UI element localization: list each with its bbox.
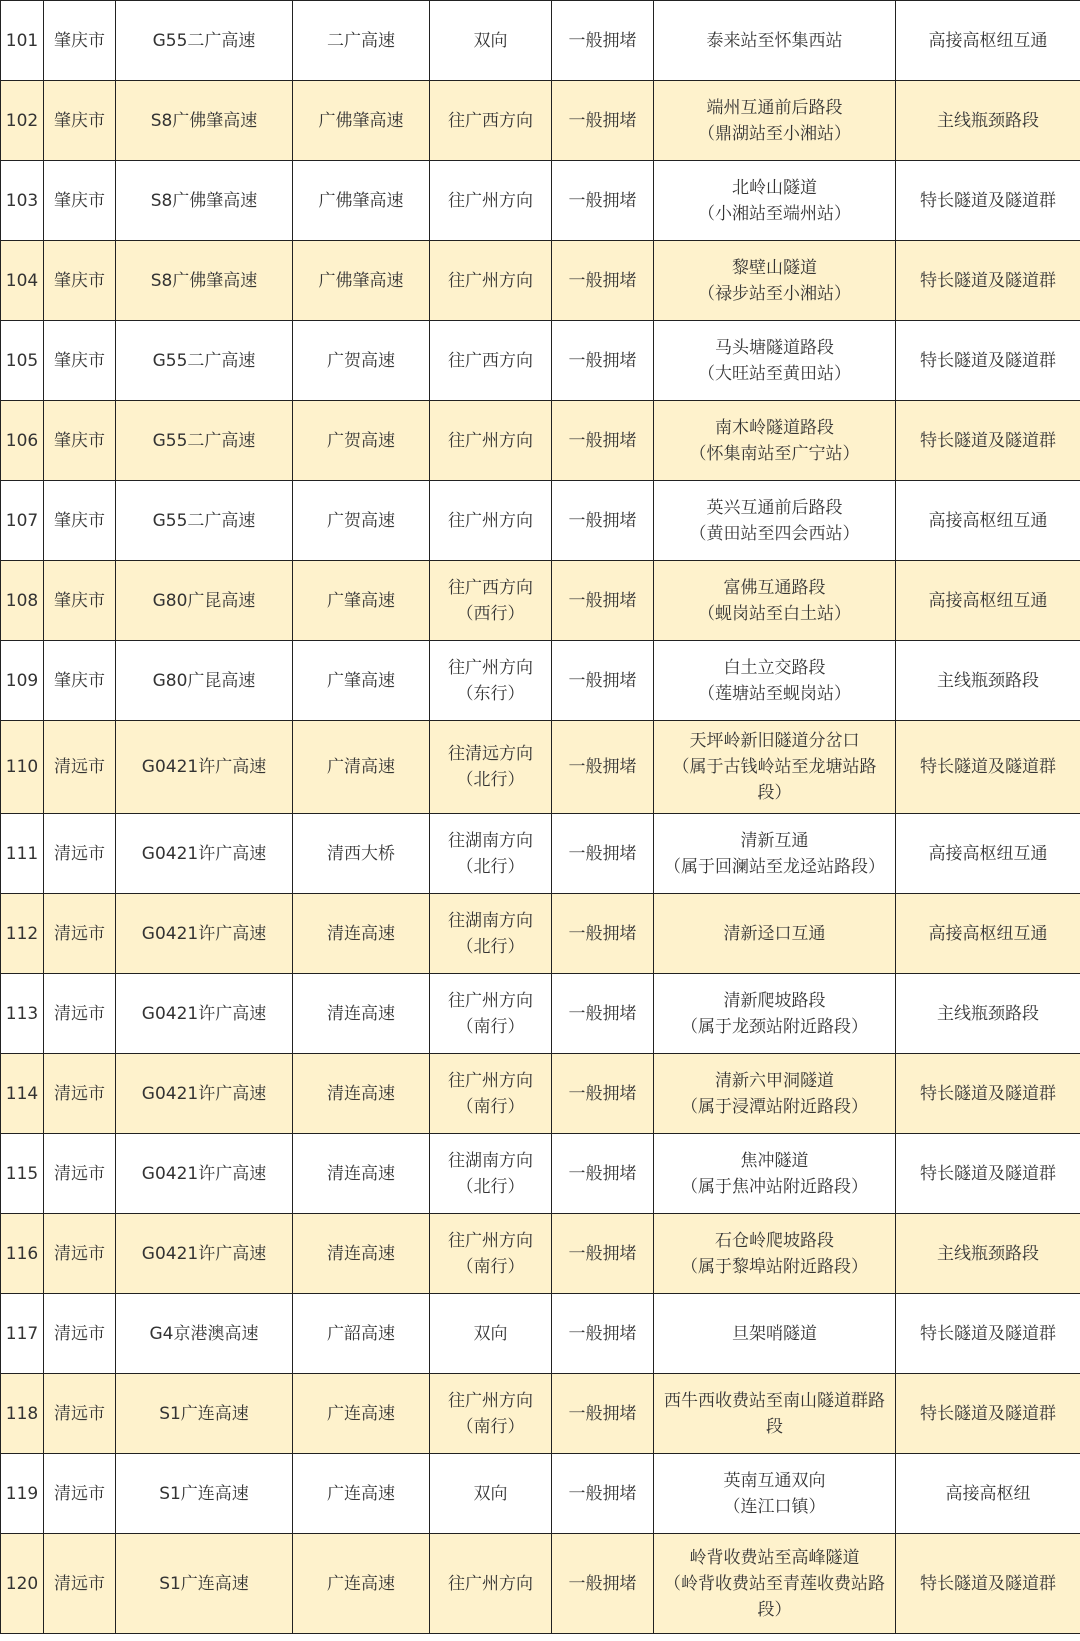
congestion-level-cell: 一般拥堵 bbox=[552, 241, 654, 321]
table-row bbox=[1, 481, 1080, 561]
section-cell: 广肇高速 bbox=[293, 561, 430, 641]
table-row bbox=[1, 1134, 1080, 1214]
table-row bbox=[1, 814, 1080, 894]
location-cell: 英南互通双向 （连江口镇） bbox=[654, 1454, 896, 1534]
direction-cell: 往广西方向 bbox=[430, 81, 552, 161]
route-cell: G55二广高速 bbox=[116, 401, 293, 481]
location-cell: 北岭山隧道 （小湘站至端州站） bbox=[654, 161, 896, 241]
row-number-cell: 102 bbox=[1, 81, 44, 161]
city-cell: 肇庆市 bbox=[44, 481, 116, 561]
section-cell: 清西大桥 bbox=[293, 814, 430, 894]
location-cell: 英兴互通前后路段 （黄田站至四会西站） bbox=[654, 481, 896, 561]
segment-type-cell: 特长隧道及隧道群 bbox=[896, 1374, 1080, 1454]
section-cell: 广佛肇高速 bbox=[293, 81, 430, 161]
congestion-level-cell: 一般拥堵 bbox=[552, 561, 654, 641]
section-cell: 广连高速 bbox=[293, 1454, 430, 1534]
row-number-cell: 110 bbox=[1, 721, 44, 814]
route-cell: G80广昆高速 bbox=[116, 641, 293, 721]
congestion-level-cell: 一般拥堵 bbox=[552, 641, 654, 721]
section-cell: 广韶高速 bbox=[293, 1294, 430, 1374]
table-row bbox=[1, 401, 1080, 481]
segment-type-cell: 特长隧道及隧道群 bbox=[896, 241, 1080, 321]
section-cell: 清连高速 bbox=[293, 974, 430, 1054]
route-cell: G4京港澳高速 bbox=[116, 1294, 293, 1374]
segment-type-cell: 高接高枢纽互通 bbox=[896, 481, 1080, 561]
route-cell: G80广昆高速 bbox=[116, 561, 293, 641]
location-cell: 清新爬坡路段 （属于龙颈站附近路段） bbox=[654, 974, 896, 1054]
location-cell: 黎壁山隧道 （禄步站至小湘站） bbox=[654, 241, 896, 321]
row-number-cell: 107 bbox=[1, 481, 44, 561]
direction-cell: 双向 bbox=[430, 1, 552, 81]
city-cell: 肇庆市 bbox=[44, 401, 116, 481]
route-cell: G55二广高速 bbox=[116, 321, 293, 401]
section-cell: 清连高速 bbox=[293, 894, 430, 974]
segment-type-cell: 高接高枢纽 bbox=[896, 1454, 1080, 1534]
section-cell: 广贺高速 bbox=[293, 401, 430, 481]
city-cell: 清远市 bbox=[44, 721, 116, 814]
congestion-level-cell: 一般拥堵 bbox=[552, 1294, 654, 1374]
city-cell: 肇庆市 bbox=[44, 641, 116, 721]
row-number-cell: 101 bbox=[1, 1, 44, 81]
row-number-cell: 114 bbox=[1, 1054, 44, 1134]
section-cell: 广连高速 bbox=[293, 1374, 430, 1454]
section-cell: 广清高速 bbox=[293, 721, 430, 814]
location-cell: 白土立交路段 （莲塘站至蚬岗站） bbox=[654, 641, 896, 721]
congestion-level-cell: 一般拥堵 bbox=[552, 161, 654, 241]
segment-type-cell: 特长隧道及隧道群 bbox=[896, 321, 1080, 401]
table-row bbox=[1, 1454, 1080, 1534]
city-cell: 清远市 bbox=[44, 1294, 116, 1374]
row-number-cell: 105 bbox=[1, 321, 44, 401]
city-cell: 清远市 bbox=[44, 1134, 116, 1214]
congestion-level-cell: 一般拥堵 bbox=[552, 974, 654, 1054]
segment-type-cell: 高接高枢纽互通 bbox=[896, 814, 1080, 894]
route-cell: S1广连高速 bbox=[116, 1534, 293, 1634]
direction-cell: 往广州方向 bbox=[430, 161, 552, 241]
section-cell: 广连高速 bbox=[293, 1534, 430, 1634]
congestion-level-cell: 一般拥堵 bbox=[552, 81, 654, 161]
table-row bbox=[1, 241, 1080, 321]
location-cell: 清新互通 （属于回澜站至龙迳站路段） bbox=[654, 814, 896, 894]
location-cell: 西牛西收费站至南山隧道群路 段 bbox=[654, 1374, 896, 1454]
segment-type-cell: 高接高枢纽互通 bbox=[896, 561, 1080, 641]
row-number-cell: 103 bbox=[1, 161, 44, 241]
segment-type-cell: 特长隧道及隧道群 bbox=[896, 161, 1080, 241]
direction-cell: 往广州方向 bbox=[430, 241, 552, 321]
city-cell: 清远市 bbox=[44, 1454, 116, 1534]
direction-cell: 往湖南方向 （北行） bbox=[430, 1134, 552, 1214]
route-cell: S1广连高速 bbox=[116, 1374, 293, 1454]
location-cell: 旦架哨隧道 bbox=[654, 1294, 896, 1374]
location-cell: 清新六甲洞隧道 （属于浸潭站附近路段） bbox=[654, 1054, 896, 1134]
table-row bbox=[1, 894, 1080, 974]
congestion-level-cell: 一般拥堵 bbox=[552, 401, 654, 481]
row-number-cell: 106 bbox=[1, 401, 44, 481]
city-cell: 清远市 bbox=[44, 814, 116, 894]
row-number-cell: 108 bbox=[1, 561, 44, 641]
congestion-level-cell: 一般拥堵 bbox=[552, 894, 654, 974]
direction-cell: 往广州方向 （南行） bbox=[430, 974, 552, 1054]
city-cell: 清远市 bbox=[44, 894, 116, 974]
city-cell: 清远市 bbox=[44, 1054, 116, 1134]
congestion-level-cell: 一般拥堵 bbox=[552, 1534, 654, 1634]
direction-cell: 往广州方向 bbox=[430, 1534, 552, 1634]
segment-type-cell: 特长隧道及隧道群 bbox=[896, 721, 1080, 814]
section-cell: 清连高速 bbox=[293, 1134, 430, 1214]
segment-type-cell: 高接高枢纽互通 bbox=[896, 894, 1080, 974]
congestion-level-cell: 一般拥堵 bbox=[552, 814, 654, 894]
section-cell: 清连高速 bbox=[293, 1054, 430, 1134]
direction-cell: 往广州方向 （南行） bbox=[430, 1054, 552, 1134]
route-cell: G0421许广高速 bbox=[116, 1134, 293, 1214]
table-body bbox=[1, 1, 1080, 1634]
row-number-cell: 116 bbox=[1, 1214, 44, 1294]
city-cell: 清远市 bbox=[44, 974, 116, 1054]
route-cell: G55二广高速 bbox=[116, 481, 293, 561]
section-cell: 清连高速 bbox=[293, 1214, 430, 1294]
table-row bbox=[1, 721, 1080, 814]
location-cell: 泰来站至怀集西站 bbox=[654, 1, 896, 81]
segment-type-cell: 主线瓶颈路段 bbox=[896, 974, 1080, 1054]
section-cell: 广贺高速 bbox=[293, 321, 430, 401]
route-cell: G0421许广高速 bbox=[116, 721, 293, 814]
congestion-level-cell: 一般拥堵 bbox=[552, 1, 654, 81]
table-row bbox=[1, 974, 1080, 1054]
route-cell: G0421许广高速 bbox=[116, 1054, 293, 1134]
row-number-cell: 117 bbox=[1, 1294, 44, 1374]
table-row bbox=[1, 1534, 1080, 1634]
direction-cell: 双向 bbox=[430, 1454, 552, 1534]
location-cell: 端州互通前后路段 （鼎湖站至小湘站） bbox=[654, 81, 896, 161]
table-row bbox=[1, 1294, 1080, 1374]
table-row bbox=[1, 161, 1080, 241]
city-cell: 肇庆市 bbox=[44, 321, 116, 401]
table-row bbox=[1, 1214, 1080, 1294]
segment-type-cell: 特长隧道及隧道群 bbox=[896, 1534, 1080, 1634]
direction-cell: 往清远方向 （北行） bbox=[430, 721, 552, 814]
segment-type-cell: 高接高枢纽互通 bbox=[896, 1, 1080, 81]
row-number-cell: 118 bbox=[1, 1374, 44, 1454]
congestion-level-cell: 一般拥堵 bbox=[552, 481, 654, 561]
direction-cell: 往广州方向 bbox=[430, 481, 552, 561]
section-cell: 广佛肇高速 bbox=[293, 241, 430, 321]
location-cell: 马头塘隧道路段 （大旺站至黄田站） bbox=[654, 321, 896, 401]
direction-cell: 往广西方向 bbox=[430, 321, 552, 401]
row-number-cell: 109 bbox=[1, 641, 44, 721]
row-number-cell: 104 bbox=[1, 241, 44, 321]
table-row bbox=[1, 1, 1080, 81]
segment-type-cell: 主线瓶颈路段 bbox=[896, 1214, 1080, 1294]
table-row bbox=[1, 1054, 1080, 1134]
congestion-level-cell: 一般拥堵 bbox=[552, 1054, 654, 1134]
direction-cell: 往广西方向 （西行） bbox=[430, 561, 552, 641]
city-cell: 清远市 bbox=[44, 1534, 116, 1634]
route-cell: G55二广高速 bbox=[116, 1, 293, 81]
table-row bbox=[1, 81, 1080, 161]
congestion-level-cell: 一般拥堵 bbox=[552, 321, 654, 401]
table-row bbox=[1, 641, 1080, 721]
location-cell: 天坪岭新旧隧道分岔口 （属于古钱岭站至龙塘站路 段） bbox=[654, 721, 896, 814]
congestion-level-cell: 一般拥堵 bbox=[552, 1214, 654, 1294]
congestion-level-cell: 一般拥堵 bbox=[552, 1374, 654, 1454]
direction-cell: 往广州方向 （南行） bbox=[430, 1214, 552, 1294]
city-cell: 清远市 bbox=[44, 1374, 116, 1454]
segment-type-cell: 特长隧道及隧道群 bbox=[896, 1134, 1080, 1214]
section-cell: 广佛肇高速 bbox=[293, 161, 430, 241]
section-cell: 广贺高速 bbox=[293, 481, 430, 561]
route-cell: S8广佛肇高速 bbox=[116, 241, 293, 321]
route-cell: S1广连高速 bbox=[116, 1454, 293, 1534]
city-cell: 肇庆市 bbox=[44, 1, 116, 81]
row-number-cell: 119 bbox=[1, 1454, 44, 1534]
section-cell: 二广高速 bbox=[293, 1, 430, 81]
row-number-cell: 111 bbox=[1, 814, 44, 894]
direction-cell: 双向 bbox=[430, 1294, 552, 1374]
direction-cell: 往广州方向 bbox=[430, 401, 552, 481]
table-row bbox=[1, 321, 1080, 401]
direction-cell: 往广州方向 （东行） bbox=[430, 641, 552, 721]
city-cell: 肇庆市 bbox=[44, 561, 116, 641]
direction-cell: 往湖南方向 （北行） bbox=[430, 894, 552, 974]
table-row bbox=[1, 561, 1080, 641]
segment-type-cell: 主线瓶颈路段 bbox=[896, 641, 1080, 721]
row-number-cell: 120 bbox=[1, 1534, 44, 1634]
route-cell: G0421许广高速 bbox=[116, 894, 293, 974]
segment-type-cell: 特长隧道及隧道群 bbox=[896, 401, 1080, 481]
location-cell: 富佛互通路段 （蚬岗站至白土站） bbox=[654, 561, 896, 641]
route-cell: S8广佛肇高速 bbox=[116, 161, 293, 241]
section-cell: 广肇高速 bbox=[293, 641, 430, 721]
segment-type-cell: 主线瓶颈路段 bbox=[896, 81, 1080, 161]
location-cell: 焦冲隧道 （属于焦冲站附近路段） bbox=[654, 1134, 896, 1214]
location-cell: 岭背收费站至高峰隧道 （岭背收费站至青莲收费站路 段） bbox=[654, 1534, 896, 1634]
row-number-cell: 112 bbox=[1, 894, 44, 974]
congestion-level-cell: 一般拥堵 bbox=[552, 1134, 654, 1214]
congestion-level-cell: 一般拥堵 bbox=[552, 721, 654, 814]
route-cell: G0421许广高速 bbox=[116, 814, 293, 894]
segment-type-cell: 特长隧道及隧道群 bbox=[896, 1294, 1080, 1374]
route-cell: G0421许广高速 bbox=[116, 974, 293, 1054]
row-number-cell: 115 bbox=[1, 1134, 44, 1214]
city-cell: 肇庆市 bbox=[44, 81, 116, 161]
segment-type-cell: 特长隧道及隧道群 bbox=[896, 1054, 1080, 1134]
direction-cell: 往广州方向 （南行） bbox=[430, 1374, 552, 1454]
route-cell: G0421许广高速 bbox=[116, 1214, 293, 1294]
congestion-level-cell: 一般拥堵 bbox=[552, 1454, 654, 1534]
direction-cell: 往湖南方向 （北行） bbox=[430, 814, 552, 894]
table-row bbox=[1, 1374, 1080, 1454]
city-cell: 肇庆市 bbox=[44, 241, 116, 321]
route-cell: S8广佛肇高速 bbox=[116, 81, 293, 161]
row-number-cell: 113 bbox=[1, 974, 44, 1054]
city-cell: 肇庆市 bbox=[44, 161, 116, 241]
city-cell: 清远市 bbox=[44, 1214, 116, 1294]
location-cell: 清新迳口互通 bbox=[654, 894, 896, 974]
location-cell: 石仓岭爬坡路段 （属于黎埠站附近路段） bbox=[654, 1214, 896, 1294]
location-cell: 南木岭隧道路段 （怀集南站至广宁站） bbox=[654, 401, 896, 481]
